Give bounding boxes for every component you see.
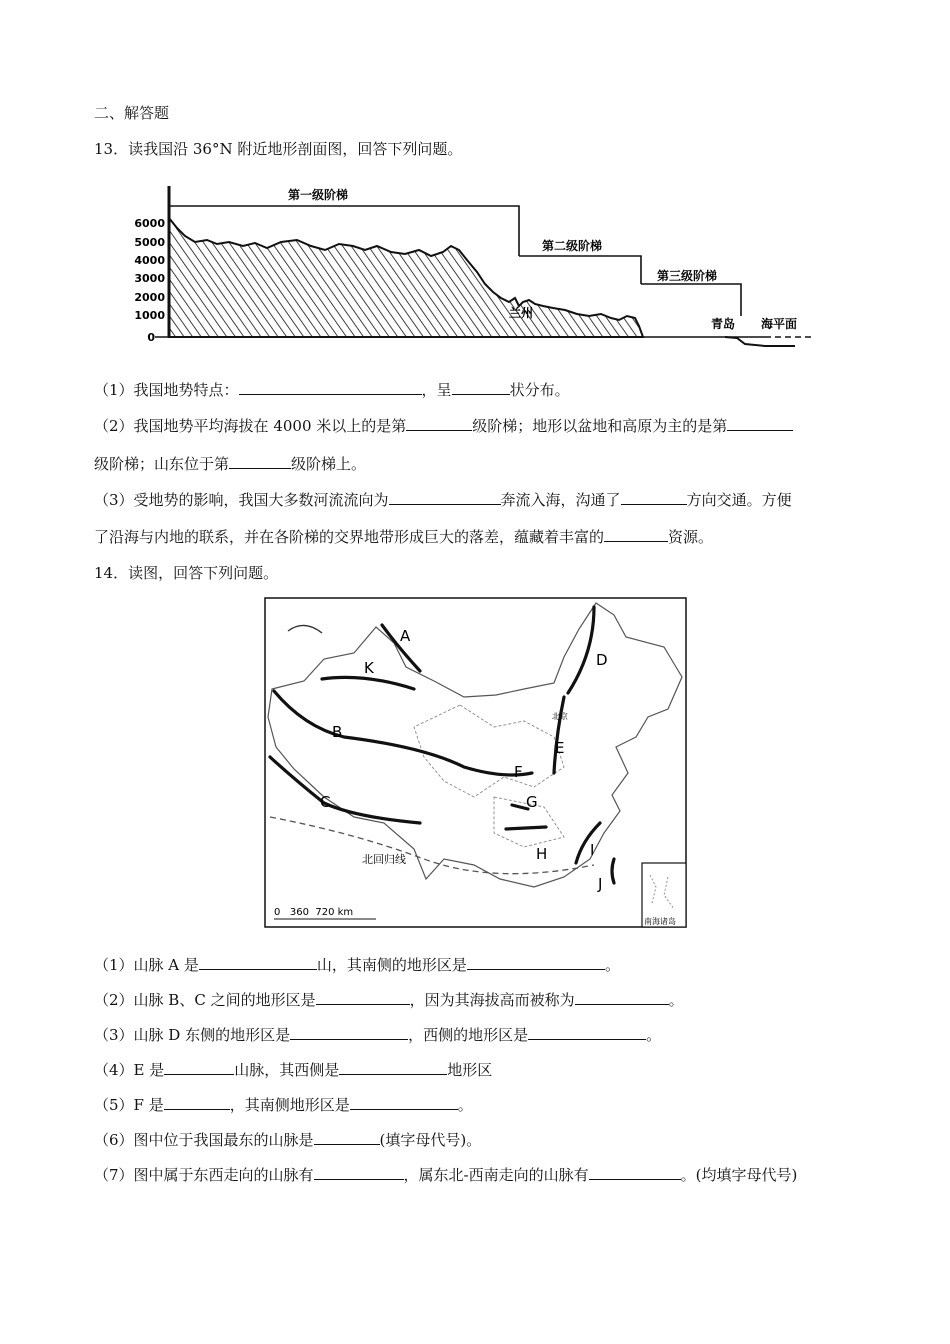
label-H: H bbox=[536, 845, 548, 863]
blank[interactable] bbox=[339, 1060, 447, 1075]
q14-p4: （4）E 是 山脉，其西侧是 地形区 bbox=[94, 1061, 493, 1079]
qingdao-label: 青岛 bbox=[711, 317, 736, 331]
blank[interactable] bbox=[350, 1095, 458, 1110]
blank[interactable] bbox=[575, 990, 669, 1005]
label-E: E bbox=[555, 739, 565, 757]
blank[interactable] bbox=[229, 454, 291, 469]
tick-3000: 3000 bbox=[134, 272, 165, 285]
blank[interactable] bbox=[528, 1025, 646, 1040]
tick-1000: 1000 bbox=[134, 309, 165, 322]
q14-p2: （2）山脉 B、C 之间的地形区是 ，因为其海拔高而被称为 。 bbox=[94, 991, 684, 1009]
beijing-label: 北京 bbox=[552, 712, 568, 721]
section-title: 二、解答题 bbox=[94, 104, 170, 122]
tropic-label: 北回归线 bbox=[362, 853, 406, 866]
label-C: C bbox=[320, 793, 331, 811]
label-B: B bbox=[332, 723, 343, 741]
step3-label: 第三级阶梯 bbox=[657, 269, 718, 283]
q14-p7: （7）图中属于东西走向的山脉有 ，属东北-西南走向的山脉有 。(均填字母代号) bbox=[94, 1166, 798, 1184]
blank[interactable] bbox=[604, 527, 668, 542]
tick-6000: 6000 bbox=[134, 217, 165, 230]
label-J: J bbox=[598, 875, 603, 893]
blank[interactable] bbox=[199, 955, 317, 970]
blank[interactable] bbox=[406, 416, 472, 431]
q14-p6: （6）图中位于我国最东的山脉是 (填字母代号)。 bbox=[94, 1131, 482, 1149]
blank[interactable] bbox=[314, 1165, 404, 1180]
terrain-profile bbox=[169, 218, 643, 337]
q13-p3-line2: 了沿海与内地的联系，并在各阶梯的交界地带形成巨大的落差，蕴藏着丰富的 资源。 bbox=[94, 528, 714, 546]
step2-label: 第二级阶梯 bbox=[542, 239, 603, 253]
scale-label: 0 360 720 km bbox=[274, 907, 354, 918]
terrain-profile-figure bbox=[125, 180, 825, 355]
blank[interactable] bbox=[621, 490, 687, 505]
blank[interactable] bbox=[452, 380, 510, 395]
tick-2000: 2000 bbox=[134, 291, 165, 304]
step1-label: 第一级阶梯 bbox=[288, 188, 349, 202]
tick-5000: 5000 bbox=[134, 236, 165, 249]
blank[interactable] bbox=[467, 955, 605, 970]
tick-4000: 4000 bbox=[134, 254, 165, 267]
label-G: G bbox=[526, 793, 538, 811]
q13-title: 13．读我国沿 36°N 附近地形剖面图，回答下列问题。 bbox=[94, 140, 463, 158]
q14-p1: （1）山脉 A 是 山，其南侧的地形区是 。 bbox=[94, 956, 620, 974]
inset-label: 南海诸岛 bbox=[644, 917, 676, 926]
blank[interactable] bbox=[727, 416, 793, 431]
q14-p3: （3）山脉 D 东侧的地形区是 ，西侧的地形区是 。 bbox=[94, 1026, 662, 1044]
q13-p2-line2: 级阶梯；山东位于第 级阶梯上。 bbox=[94, 455, 367, 473]
q13-p2-line1: （2）我国地势平均海拔在 4000 米以上的是第 级阶梯；地形以盆地和高原为主的是第 bbox=[94, 416, 793, 436]
q14-p5: （5）F 是 ，其南侧地形区是 。 bbox=[94, 1096, 473, 1114]
q13-p3-line1: （3）受地势的影响，我国大多数河流流向为 奔流入海，沟通了 方向交通。方便 bbox=[94, 491, 792, 509]
blank[interactable] bbox=[589, 1165, 681, 1180]
blank[interactable] bbox=[290, 1025, 408, 1040]
label-K: K bbox=[364, 659, 374, 677]
blank[interactable] bbox=[239, 380, 422, 395]
lanzhou-label: 兰州 bbox=[509, 306, 534, 320]
q14-title: 14．读图，回答下列问题。 bbox=[94, 564, 279, 582]
blank[interactable] bbox=[164, 1060, 234, 1075]
blank[interactable] bbox=[314, 1130, 380, 1145]
label-F: F bbox=[514, 763, 523, 781]
label-A: A bbox=[400, 627, 411, 645]
blank[interactable] bbox=[164, 1095, 230, 1110]
sealevel-label: 海平面 bbox=[761, 317, 798, 331]
q13-p1: （1）我国地势特点： ，呈 状分布。 bbox=[94, 381, 570, 399]
blank[interactable] bbox=[316, 990, 410, 1005]
china-map-figure bbox=[264, 597, 688, 929]
blank[interactable] bbox=[389, 490, 501, 505]
tick-0: 0 bbox=[147, 331, 155, 344]
label-D: D bbox=[596, 651, 608, 669]
label-I: I bbox=[590, 841, 595, 859]
